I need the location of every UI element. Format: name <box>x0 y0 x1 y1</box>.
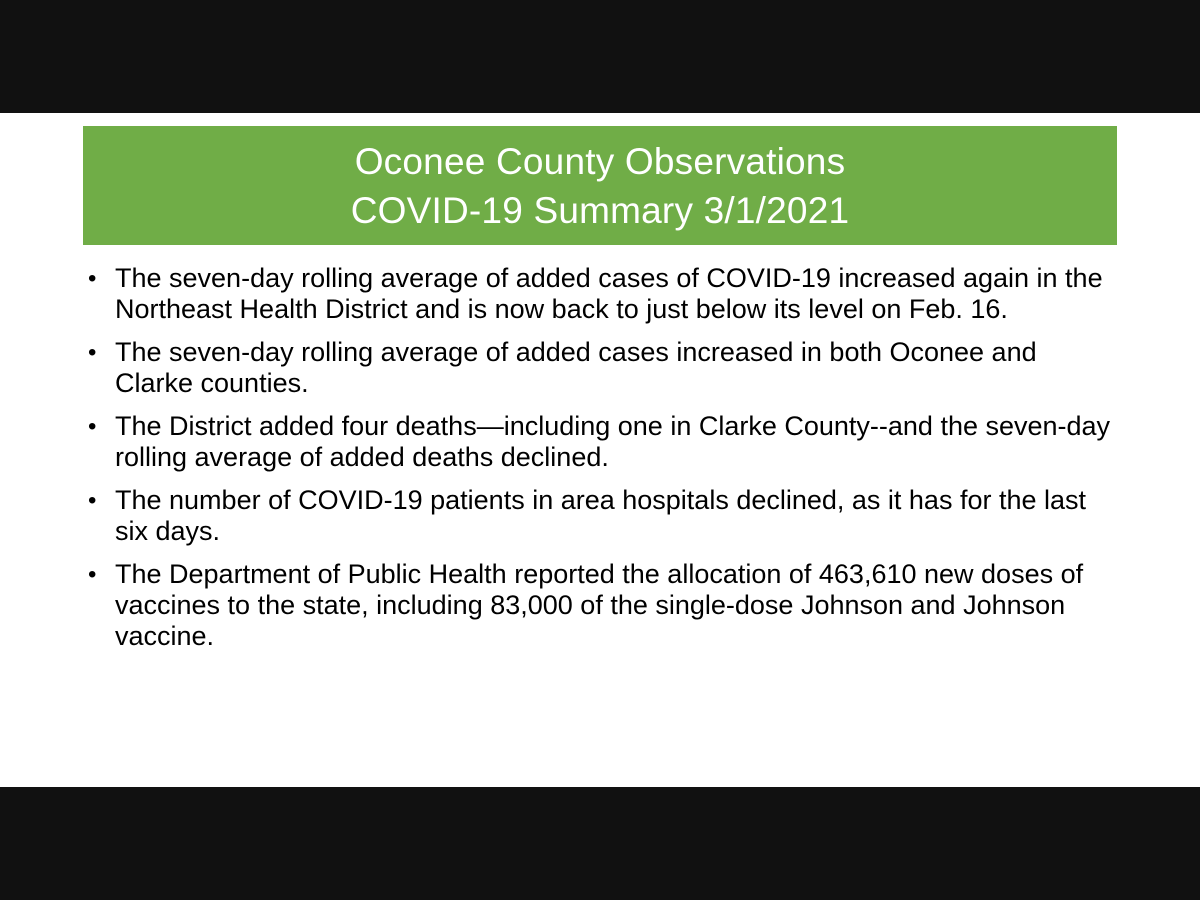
letterbox-bottom <box>0 787 1200 900</box>
bullet-text: The District added four deaths—including one in Clarke County--and the seven-day rolling average of added deaths declined. <box>115 411 1111 472</box>
bullet-item <box>88 485 1118 547</box>
bullet-dot-icon: • <box>88 487 97 514</box>
bullet-item <box>88 559 1118 652</box>
bullet-item <box>88 411 1118 473</box>
bullet-dot-icon: • <box>88 561 97 588</box>
slide <box>0 113 1200 787</box>
bullet-item <box>88 263 1118 325</box>
bullet-dot-icon: • <box>88 265 97 292</box>
bullet-dot-icon: • <box>88 339 97 366</box>
bullet-text: The seven-day rolling average of added cases increased in both Oconee and Clarke counties. <box>115 337 1037 398</box>
bullet-dot-icon: • <box>88 413 97 440</box>
bullet-text: The Department of Public Health reported the allocation of 463,610 new doses of vaccines to the state, including 83,000 of the single-dose Johnson and Johnson vaccine. <box>115 559 1084 651</box>
title-banner <box>83 126 1117 245</box>
bullet-list <box>88 263 1118 664</box>
bullet-item <box>88 337 1118 399</box>
slide-subtitle: COVID-19 Summary 3/1/2021 <box>350 189 850 231</box>
bullet-text: The number of COVID-19 patients in area hospitals declined, as it has for the last six days. <box>115 485 1087 546</box>
bullet-text: The seven-day rolling average of added cases of COVID-19 increased again in the Northeast Health District and is now back to just below its level on Feb. 16. <box>115 263 1103 324</box>
slide-title: Oconee County Observations <box>354 140 846 182</box>
letterbox-top <box>0 0 1200 113</box>
